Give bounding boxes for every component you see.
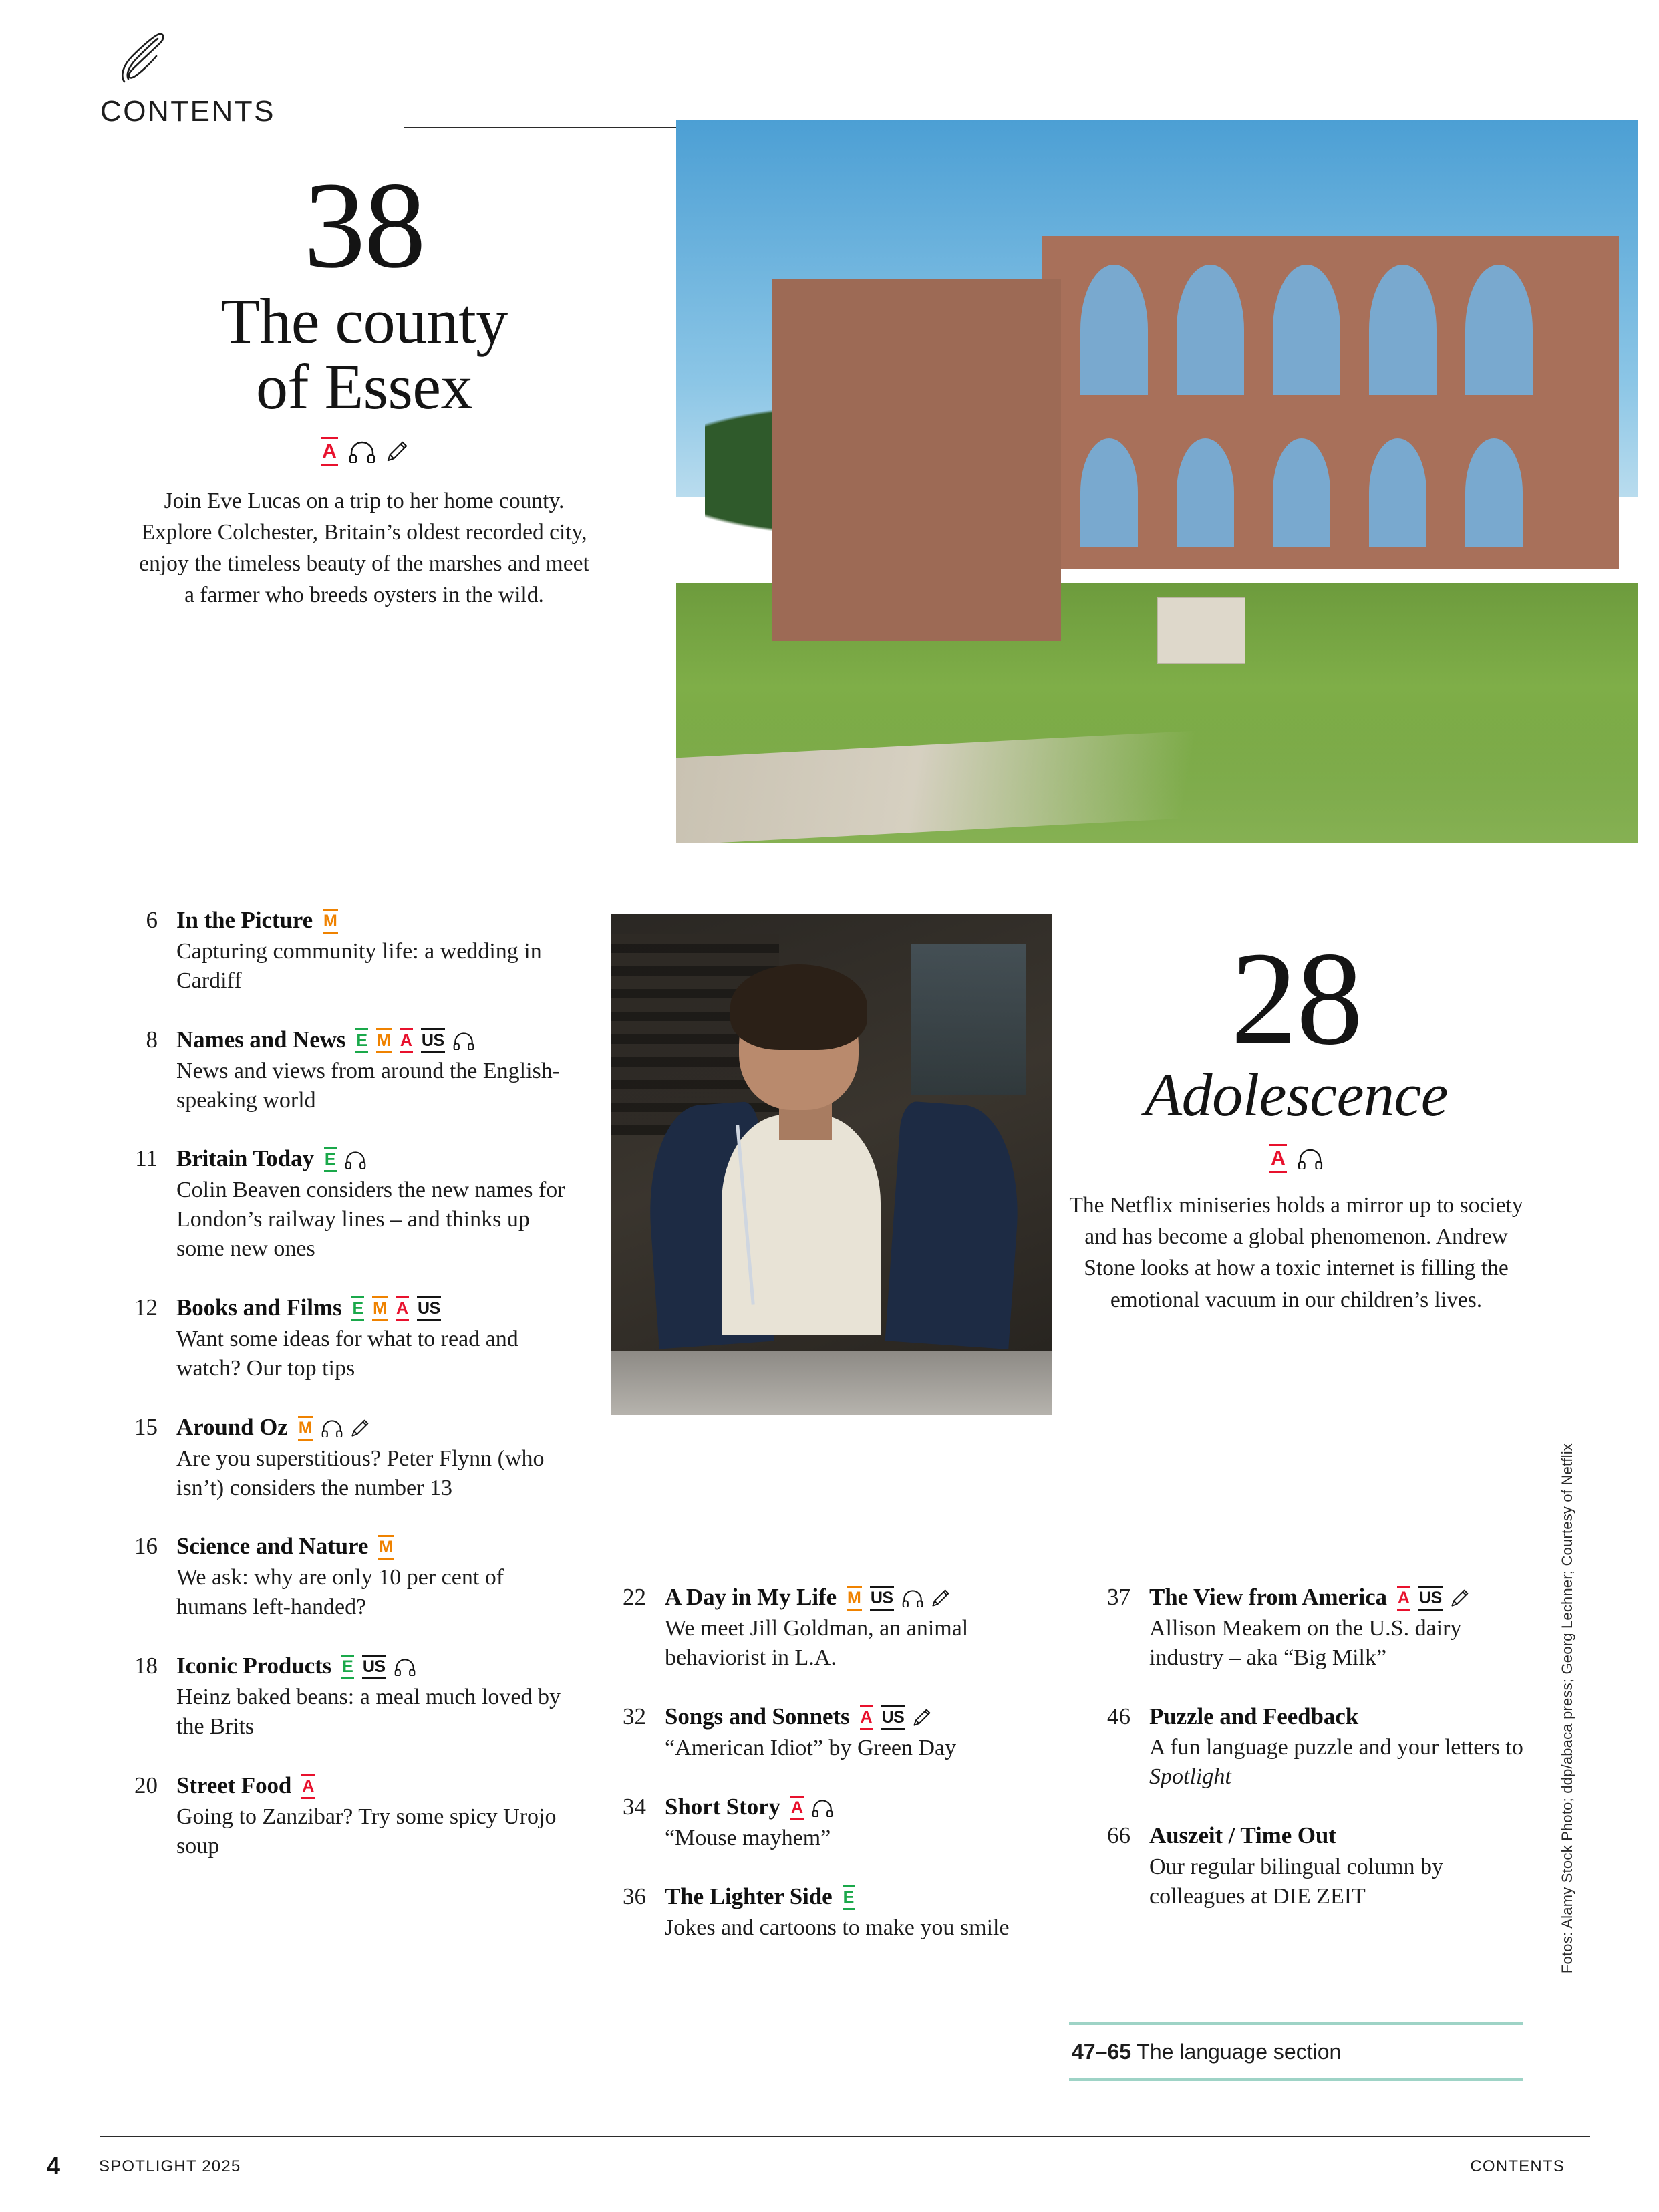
headphones-icon: [453, 1032, 474, 1050]
toc-title-line: [176, 1025, 568, 1055]
level-badge-us: US: [362, 1655, 386, 1679]
paperclip-icon: [119, 27, 166, 87]
toc-badges: [790, 1796, 833, 1820]
level-badge-m: M: [847, 1586, 862, 1611]
toc-page-number: 32: [623, 1703, 646, 1730]
toc-page-number: 8: [146, 1026, 158, 1053]
toc-entry[interactable]: [100, 1144, 568, 1264]
level-badge-a: A: [790, 1796, 804, 1820]
toc-entry-body: [176, 1651, 568, 1742]
toc-title-line: [176, 1293, 568, 1323]
toc-subtitle: [665, 1734, 1019, 1763]
toc-page-number: 66: [1107, 1822, 1130, 1849]
toc-title-line: [665, 1882, 1019, 1911]
toc-column-middle: [585, 1582, 1019, 1972]
essex-ruins-photo: [676, 120, 1638, 843]
toc-entry[interactable]: [100, 1651, 568, 1742]
toc-column-right: [1069, 1582, 1523, 1941]
toc-entry[interactable]: [100, 1771, 568, 1861]
toc-badges: [341, 1655, 415, 1679]
photo-credit: Fotos: Alamy Stock Photo; ddp/abaca press; Georg Lechner; Courtesy of Netflix: [1559, 1443, 1575, 1974]
toc-subtitle-text: We meet Jill Goldman, an animal behaviorist in L.A.: [665, 1616, 969, 1670]
toc-column-left: [100, 906, 568, 1891]
level-badge-m: M: [323, 909, 338, 934]
toc-subtitle-emphasis: Spotlight: [1149, 1764, 1231, 1790]
toc-entry[interactable]: [100, 1293, 568, 1383]
toc-entry-body: [1149, 1702, 1523, 1792]
headphones-icon: [394, 1658, 416, 1676]
toc-subtitle-text: A fun language puzzle and your letters to: [1149, 1735, 1523, 1760]
toc-subtitle-text: Our regular bilingual column by colleagues at DIE ZEIT: [1149, 1854, 1444, 1909]
toc-title-line: [176, 1144, 568, 1173]
toc-badges: [298, 1416, 369, 1441]
level-badge-e: E: [843, 1885, 855, 1910]
level-badge-us: US: [417, 1296, 441, 1321]
toc-entry-body: [665, 1792, 1019, 1853]
toc-subtitle-text: News and views from around the English-speaking world: [176, 1058, 561, 1113]
toc-subtitle: [1149, 1852, 1523, 1911]
toc-badges: [324, 1147, 366, 1172]
toc-subtitle-text: “Mouse mayhem”: [665, 1825, 831, 1850]
toc-badges: [1397, 1586, 1469, 1611]
toc-badges: [847, 1586, 949, 1611]
language-section-text: The language section: [1130, 2040, 1342, 2064]
toc-entry-body: [665, 1582, 1019, 1673]
toc-subtitle-text: Going to Zanzibar? Try some spicy Urojo soup: [176, 1804, 557, 1858]
toc-page-number: 18: [134, 1653, 158, 1679]
toc-subtitle: [176, 1563, 568, 1622]
toc-subtitle: [665, 1824, 1019, 1853]
feature-adolescence[interactable]: [1056, 925, 1537, 1316]
toc-title[interactable]: Science and Nature: [176, 1533, 369, 1560]
toc-page-number: 37: [1107, 1584, 1130, 1610]
level-badge-e: E: [351, 1296, 364, 1321]
toc-badges: [860, 1705, 931, 1730]
headphones-icon: [812, 1799, 833, 1817]
feature-title: Adolescence: [1144, 1061, 1449, 1129]
toc-subtitle: [176, 1057, 568, 1115]
toc-title-line: [176, 906, 568, 935]
toc-subtitle: [1149, 1614, 1523, 1673]
headphones-icon: [345, 1151, 366, 1169]
footer-divider: [100, 2136, 1590, 2137]
feature-badges: [1056, 1144, 1537, 1173]
toc-title-line: [665, 1792, 1019, 1822]
toc-title[interactable]: Around Oz: [176, 1413, 288, 1440]
toc-subtitle-text: Heinz baked beans: a meal much loved by the Brits: [176, 1685, 561, 1740]
level-badge-a: A: [860, 1705, 873, 1730]
lang-rule-bottom: [1069, 2078, 1523, 2081]
page-header: [100, 27, 1590, 128]
toc-subtitle-text: Colin Beaven considers the new names for London’s railway lines – and thinks up some new ones: [176, 1178, 565, 1262]
toc-title[interactable]: Street Food: [176, 1772, 292, 1798]
toc-entry[interactable]: [585, 1882, 1019, 1943]
level-badge-a: A: [1397, 1586, 1410, 1611]
toc-entry[interactable]: [585, 1792, 1019, 1853]
feature-description: The Netflix miniseries holds a mirror up to society and has become a global phenomenon. Andrew Stone looks at how a toxic internet is filling the emotional vacuum in our children’s lives.: [1069, 1192, 1523, 1312]
level-badge-m: M: [376, 1028, 392, 1053]
page-footer: [40, 2151, 1597, 2184]
toc-entry[interactable]: [585, 1582, 1019, 1673]
toc-title[interactable]: Iconic Products: [176, 1653, 332, 1679]
feature-title-line1: The county: [220, 285, 508, 357]
toc-page-number: 15: [134, 1413, 158, 1440]
feature-title-line2: of Essex: [256, 350, 472, 422]
toc-title[interactable]: Songs and Sonnets: [665, 1703, 850, 1730]
footer-section-name: CONTENTS: [1470, 2157, 1565, 2175]
toc-subtitle: [176, 1325, 568, 1383]
toc-entry[interactable]: [585, 1702, 1019, 1763]
toc-entry-body: [176, 1293, 568, 1383]
toc-title-line: [1149, 1821, 1523, 1850]
toc-title-line: [665, 1702, 1019, 1732]
feature-page-number: 38: [303, 157, 425, 294]
language-section-bar[interactable]: [1069, 2022, 1523, 2081]
toc-title[interactable]: Short Story: [665, 1793, 780, 1820]
toc-entry[interactable]: [100, 1532, 568, 1622]
adolescence-still-photo: [611, 914, 1052, 1415]
level-badge-a: A: [400, 1028, 413, 1053]
toc-subtitle: [665, 1913, 1019, 1943]
headphones-icon: [349, 440, 375, 463]
toc-entry-body: [176, 1025, 568, 1115]
toc-page-number: 36: [623, 1883, 646, 1910]
feature-essex[interactable]: [100, 157, 628, 611]
level-badge-a: A: [301, 1774, 315, 1799]
pencil-icon: [351, 1419, 369, 1437]
toc-page-number: 34: [623, 1793, 646, 1820]
toc-entry-body: [176, 1144, 568, 1264]
toc-subtitle-text: We ask: why are only 10 per cent of humans left-handed?: [176, 1565, 504, 1620]
toc-badges: [355, 1028, 474, 1053]
toc-badges: [378, 1535, 394, 1560]
feature-description: Join Eve Lucas on a trip to her home county. Explore Colchester, Britain’s oldest recorded city, enjoy the timeless beauty of the marshes and meet a farmer who breeds oysters in the wild.: [139, 488, 589, 608]
toc-page-number: 11: [135, 1145, 158, 1172]
toc-entry-body: [665, 1882, 1019, 1943]
toc-title-line: [176, 1532, 568, 1561]
level-badge-a: A: [396, 1296, 409, 1321]
toc-page-number: 46: [1107, 1703, 1130, 1730]
toc-subtitle: [176, 1444, 568, 1503]
toc-entry[interactable]: [100, 1413, 568, 1503]
toc-subtitle-text: Capturing community life: a wedding in Cardiff: [176, 939, 542, 993]
toc-page-number: 12: [134, 1294, 158, 1321]
toc-entry-body: [176, 906, 568, 996]
toc-subtitle: [1149, 1733, 1523, 1792]
toc-title[interactable]: Names and News: [176, 1026, 346, 1053]
toc-title[interactable]: The Lighter Side: [665, 1883, 833, 1910]
toc-title[interactable]: In the Picture: [176, 907, 313, 933]
level-badge-m: M: [372, 1296, 388, 1321]
feature-page-number: 28: [1231, 925, 1362, 1073]
feature-title: [100, 285, 628, 422]
level-badge-us: US: [1418, 1586, 1443, 1611]
toc-badges: [301, 1774, 315, 1799]
toc-subtitle: [176, 937, 568, 996]
toc-badges: [351, 1296, 440, 1321]
toc-title[interactable]: Puzzle and Feedback: [1149, 1703, 1359, 1730]
headphones-icon: [902, 1589, 923, 1607]
level-badge-a: A: [321, 437, 338, 466]
toc-page-number: 6: [146, 907, 158, 933]
toc-subtitle: [176, 1176, 568, 1264]
toc-entry[interactable]: [1069, 1582, 1523, 1673]
language-section-range: 47–65: [1072, 2040, 1131, 2064]
level-badge-m: M: [378, 1535, 394, 1560]
toc-entry-body: [1149, 1821, 1523, 1911]
toc-title-line: [176, 1651, 568, 1681]
level-badge-m: M: [298, 1416, 313, 1441]
level-badge-us: US: [881, 1705, 905, 1730]
toc-page-number: 22: [623, 1584, 646, 1610]
footer-page-number: 4: [47, 2152, 61, 2179]
toc-entry[interactable]: [100, 1025, 568, 1115]
footer-magazine-name: SPOTLIGHT 2025: [99, 2157, 241, 2175]
toc-title-line: [176, 1413, 568, 1442]
toc-subtitle: [176, 1683, 568, 1742]
toc-entry[interactable]: [100, 906, 568, 996]
level-badge-us: US: [870, 1586, 894, 1611]
toc-page-number: 16: [134, 1533, 158, 1560]
language-section-label: [1069, 2025, 1523, 2078]
toc-title-line: [1149, 1702, 1523, 1732]
toc-entry[interactable]: [1069, 1821, 1523, 1911]
toc-title[interactable]: The View from America: [1149, 1584, 1387, 1610]
toc-subtitle-text: Jokes and cartoons to make you smile: [665, 1915, 1010, 1941]
page-title: CONTENTS: [100, 95, 275, 128]
pencil-icon: [931, 1589, 949, 1607]
toc-subtitle-text: Allison Meakem on the U.S. dairy industry – aka “Big Milk”: [1149, 1616, 1462, 1670]
toc-title[interactable]: A Day in My Life: [665, 1584, 837, 1610]
level-badge-e: E: [324, 1147, 337, 1172]
toc-subtitle-text: “American Idiot” by Green Day: [665, 1735, 957, 1760]
pencil-icon: [913, 1709, 931, 1727]
toc-entry-body: [665, 1702, 1019, 1763]
pencil-icon: [386, 441, 408, 462]
toc-entry-body: [176, 1413, 568, 1503]
toc-entry-body: [1149, 1582, 1523, 1673]
level-badge-us: US: [421, 1028, 445, 1053]
toc-title-line: [1149, 1582, 1523, 1612]
toc-entry-body: [176, 1771, 568, 1861]
pencil-icon: [1451, 1589, 1469, 1607]
toc-title-line: [176, 1771, 568, 1800]
level-badge-e: E: [341, 1655, 354, 1679]
toc-subtitle: [176, 1802, 568, 1861]
toc-title-line: [665, 1582, 1019, 1612]
headphones-icon: [1298, 1148, 1323, 1169]
toc-badges: [843, 1885, 855, 1910]
toc-subtitle-text: Want some ideas for what to read and watch? Our top tips: [176, 1327, 518, 1381]
toc-title[interactable]: Britain Today: [176, 1145, 314, 1172]
toc-title[interactable]: Auszeit / Time Out: [1149, 1822, 1336, 1849]
level-badge-a: A: [1269, 1144, 1287, 1173]
toc-title[interactable]: Books and Films: [176, 1294, 342, 1321]
toc-page-number: 20: [134, 1772, 158, 1798]
toc-subtitle: [665, 1614, 1019, 1673]
feature-badges: [100, 437, 628, 466]
headphones-icon: [321, 1419, 343, 1437]
toc-subtitle-text: Are you superstitious? Peter Flynn (who isn’t) considers the number 13: [176, 1445, 545, 1500]
level-badge-e: E: [355, 1028, 368, 1053]
toc-entry[interactable]: [1069, 1702, 1523, 1792]
toc-badges: [323, 909, 338, 934]
toc-entry-body: [176, 1532, 568, 1622]
